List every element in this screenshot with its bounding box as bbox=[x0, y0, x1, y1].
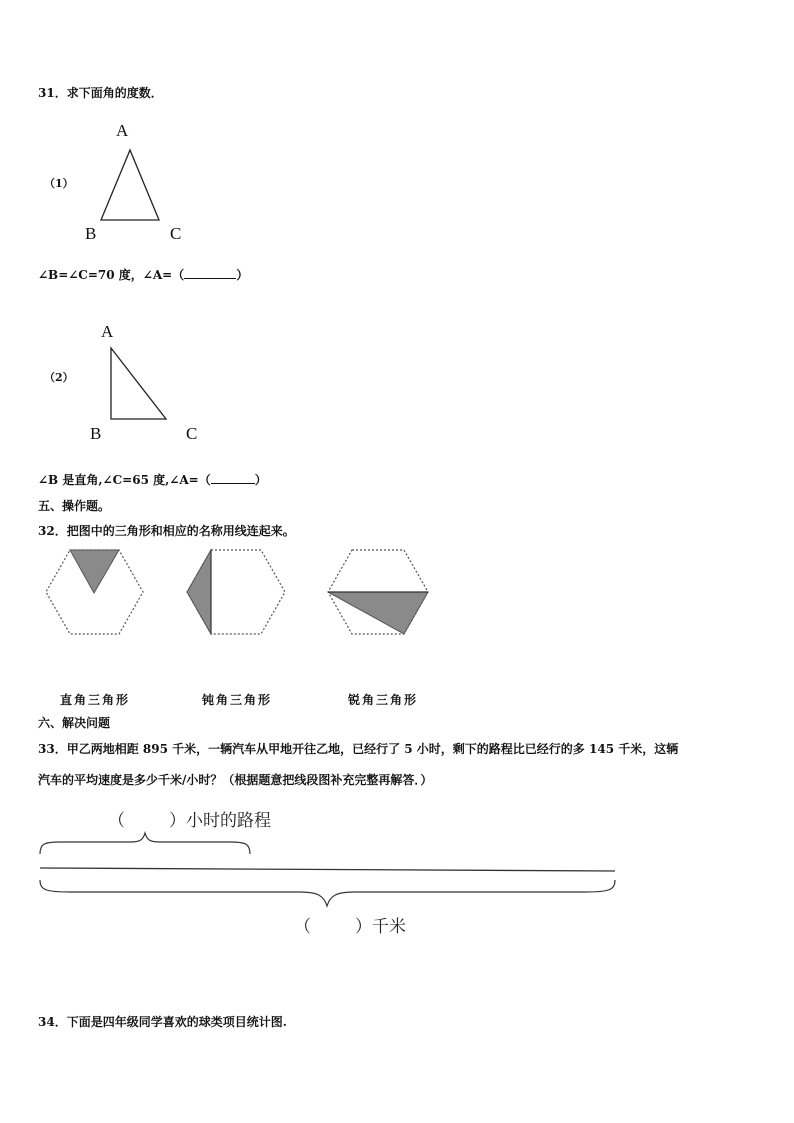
name-obtuse-triangle[interactable]: 钝角三角形 bbox=[202, 693, 273, 707]
q31-part2-question-close: ） bbox=[254, 473, 267, 487]
q33-line-2: 汽车的平均速度是多少千米/小时？（根据题意把线段图补充完整再解答．） bbox=[38, 773, 433, 787]
q32-title: 32．把图中的三角形和相应的名称用线连起来。 bbox=[38, 524, 295, 538]
vertex-c-label-1: C bbox=[170, 224, 182, 243]
vertex-a-label-1: A bbox=[116, 121, 129, 140]
q31-part1-number: （1） bbox=[44, 177, 74, 190]
vertex-a-label-2: A bbox=[101, 322, 114, 341]
q31-part1-question-close: ） bbox=[236, 268, 249, 282]
q31-title: 31．求下面角的度数． bbox=[38, 86, 163, 100]
top-brace-label-rest: ）小时的路程 bbox=[169, 811, 271, 831]
q33-line-1: 33．甲乙两地相距 895 千米，一辆汽车从甲地开往乙地，已经行了 5 小时，剩下的路程比已经行的多 145 千米，这辆 bbox=[38, 742, 679, 756]
q31-part1-question-text: ∠B=∠C=70 度，∠A=（ bbox=[38, 268, 185, 282]
vertex-b-label-1: B bbox=[85, 224, 97, 243]
name-right-triangle[interactable]: 直角三角形 bbox=[60, 693, 131, 707]
top-brace-label-open: （ bbox=[108, 811, 125, 831]
vertex-c-label-2: C bbox=[186, 424, 198, 443]
bottom-brace-label-open: （ bbox=[294, 917, 311, 937]
q31-part2-question-text: ∠B 是直角,∠C=65 度,∠A=（ bbox=[38, 473, 211, 487]
bottom-brace-label-rest: ）千米 bbox=[355, 917, 406, 937]
name-acute-triangle[interactable]: 锐角三角形 bbox=[348, 693, 419, 707]
section-6-title: 六、解决问题 bbox=[38, 716, 111, 730]
total-distance-line bbox=[40, 868, 615, 871]
vertex-b-label-2: B bbox=[90, 424, 102, 443]
section-5-title: 五、操作题。 bbox=[38, 499, 111, 513]
q34-title: 34．下面是四年级同学喜欢的球类项目统计图. bbox=[38, 1015, 287, 1029]
q31-part2-number: （2） bbox=[44, 371, 74, 384]
top-brace bbox=[40, 833, 250, 854]
bottom-brace bbox=[40, 880, 615, 906]
bottom-brace-label bbox=[294, 912, 406, 937]
